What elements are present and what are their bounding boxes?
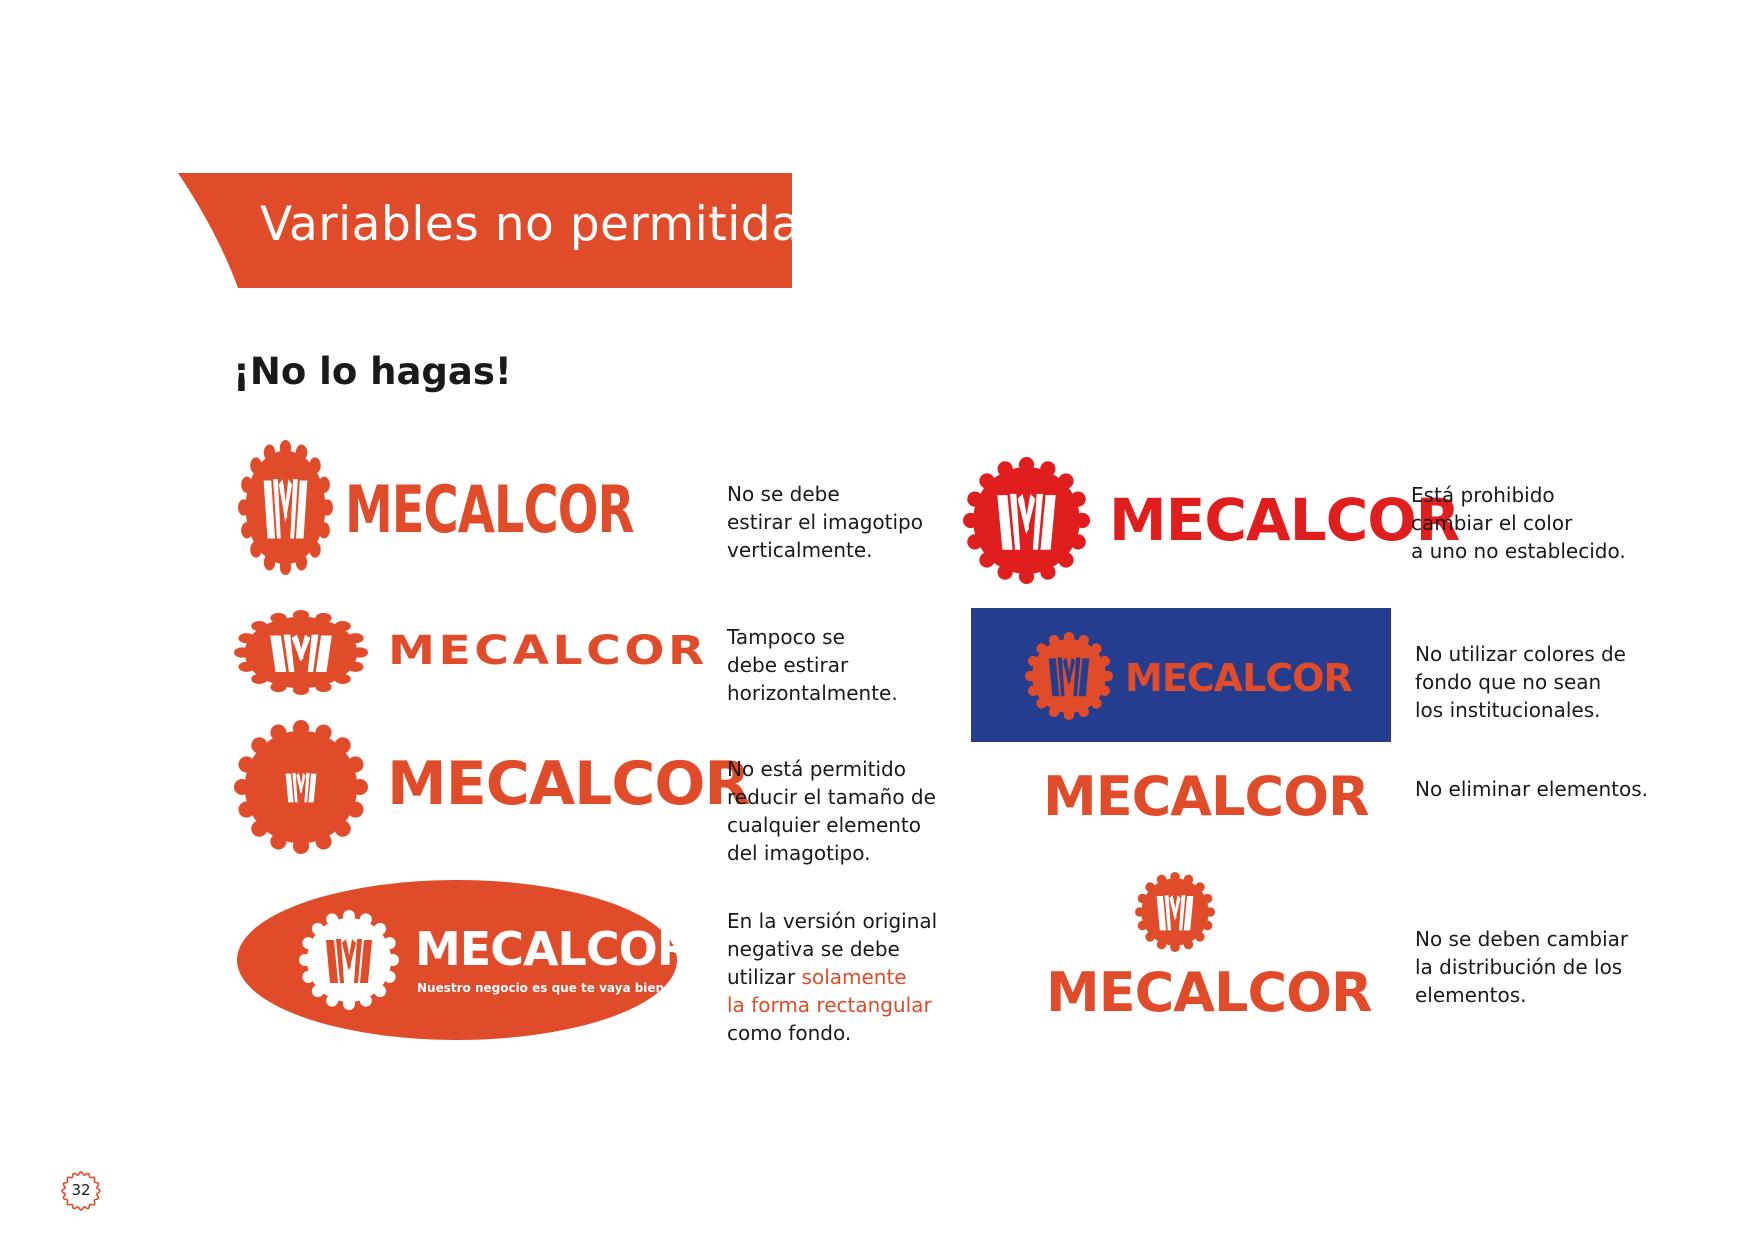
gear-badge-m-icon xyxy=(234,610,368,695)
logo-oval-background xyxy=(237,880,692,1040)
page-title: Variables no permitidas xyxy=(260,197,826,252)
logo-wordmark: MECALCOR xyxy=(387,749,750,819)
logo-stretched-vertical xyxy=(238,440,634,575)
logo-wordmark: MECALCOR xyxy=(415,922,692,976)
gear-badge-m-icon xyxy=(1025,632,1113,720)
logo-tagline: Nuestro negocio es que te vaya bien xyxy=(417,981,665,995)
logo-wordmark: MECALCOR xyxy=(1125,656,1352,700)
logo-removed-elements: MECALCOR xyxy=(1043,765,1369,828)
gear-badge-m-icon xyxy=(238,440,333,575)
logo-changed-layout xyxy=(1135,872,1215,952)
description-stretched-vertical: No se debe estirar el imagotipo verticalmente. xyxy=(727,482,923,562)
description-removed-elements: No eliminar elementos. xyxy=(1415,777,1649,801)
logo-wrong-background xyxy=(1025,632,1355,722)
gear-badge-m-icon xyxy=(963,457,1090,584)
description-reduced-element: No está permitido reducir el tamaño de cualquier elemento del imagotipo. xyxy=(727,757,936,865)
description-changed-color: Está prohibido cambiar el color a uno no establecido. xyxy=(1411,483,1626,563)
logo-changed-layout-wordmark: MECALCOR xyxy=(1046,961,1372,1024)
gear-badge-m-icon xyxy=(299,910,399,1010)
logo-stretched-horizontal xyxy=(234,610,708,695)
logo-wordmark: MECALCOR xyxy=(388,628,708,674)
logo-wordmark: MECALCOR xyxy=(345,472,634,549)
page-number-badge xyxy=(61,1171,101,1211)
logo-changed-color xyxy=(963,457,1460,587)
description-wrong-background: No utilizar colores de fondo que no sean los institucionales. xyxy=(1415,642,1626,722)
description-changed-layout: No se deben cambiar la distribución de los elementos. xyxy=(1415,927,1629,1007)
logo-wordmark: MECALCOR xyxy=(1109,486,1460,554)
section-subtitle: ¡No lo hagas! xyxy=(233,350,512,393)
page-number: 32 xyxy=(71,1181,91,1199)
gear-badge-m-icon xyxy=(234,720,368,854)
description-oval-background: En la versión original negativa se debe utilizar solamente la forma rectangular como fondo. xyxy=(727,909,938,1045)
logo-reduced-element xyxy=(234,720,750,854)
gear-badge-m-icon xyxy=(1135,872,1215,952)
description-stretched-horizontal: Tampoco se debe estirar horizontalmente. xyxy=(727,625,898,705)
section-banner xyxy=(178,173,826,288)
